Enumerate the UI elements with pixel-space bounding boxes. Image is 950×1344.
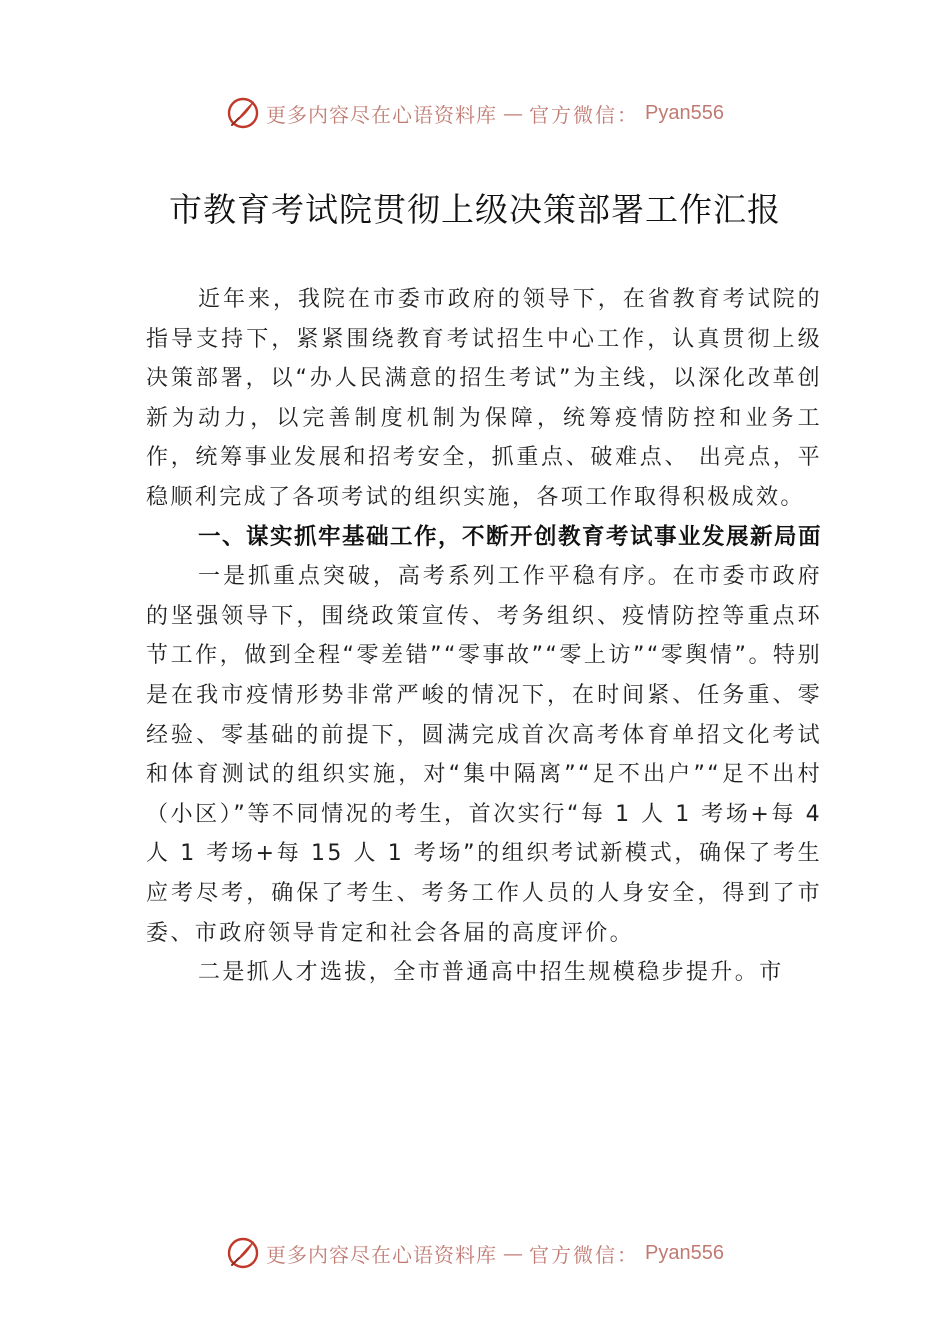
body-paragraph: 二是抓人才选拔，全市普通高中招生规模稳步提升。市 bbox=[198, 960, 784, 986]
banner-wechat-label: 官方微信： bbox=[529, 102, 640, 127]
banner-wechat-id: Pyan556 bbox=[645, 1241, 724, 1264]
banner-text: 更多内容尽在心语资料库 bbox=[266, 102, 498, 127]
document-body bbox=[146, 280, 822, 993]
header-banner bbox=[0, 93, 950, 133]
body-paragraph: 一是抓重点突破，高考系列工作平稳有序。在市委市政府的坚强领导下，围绕政策宣传、考务组织、疫情防控等重点环节工作，做到全程“零差错”“零事故”“零上访”“零舆情”。特别是在我市疫情形势非常严峻的情况下，在时间紧、任务重、零经验、零基础的前提下，圆满完成首次高考体育单招文化考试和体育测试的组织实施，对“集中隔离”“足不出户”“足不出村（小区）”等不同情况的考生，首次实行“每 1 人 1 考场+每 4 人 1 考场+每 15 人 1 考场”的组织考试新模式，确保了考生应考尽考，确保了考生、考务工作人员的人身安全，得到了市委、市政府领导肯定和社会各届的高度评价。 bbox=[146, 564, 822, 946]
banner-separator: — bbox=[503, 101, 524, 125]
banner-text: 更多内容尽在心语资料库 bbox=[266, 1242, 498, 1267]
intro-paragraph: 近年来，我院在市委市政府的领导下，在省教育考试院的指导支持下，紧紧围绕教育考试招生中心工作，认真贯彻上级决策部署，以“办人民满意的招生考试”为主线，以深化改革创新为动力，以完善制度机制为保障，统筹疫情防控和业务工作，统筹事业发展和招考安全，抓重点、破难点、 出亮点，平稳顺利完成了各项考试的组织实施，各项工作取得积极成效。 bbox=[146, 287, 822, 510]
banner-wechat-id: Pyan556 bbox=[645, 101, 724, 124]
footer-banner bbox=[0, 1233, 950, 1273]
feather-quill-icon bbox=[226, 96, 260, 130]
banner-wechat-label: 官方微信： bbox=[529, 1242, 640, 1267]
section-heading: 一、谋实抓牢基础工作，不断开创教育考试事业发展新局面 bbox=[198, 523, 823, 550]
document-title: 市教育考试院贯彻上级决策部署工作汇报 bbox=[169, 190, 781, 229]
feather-quill-icon bbox=[226, 1236, 260, 1270]
banner-separator: — bbox=[503, 1241, 524, 1265]
